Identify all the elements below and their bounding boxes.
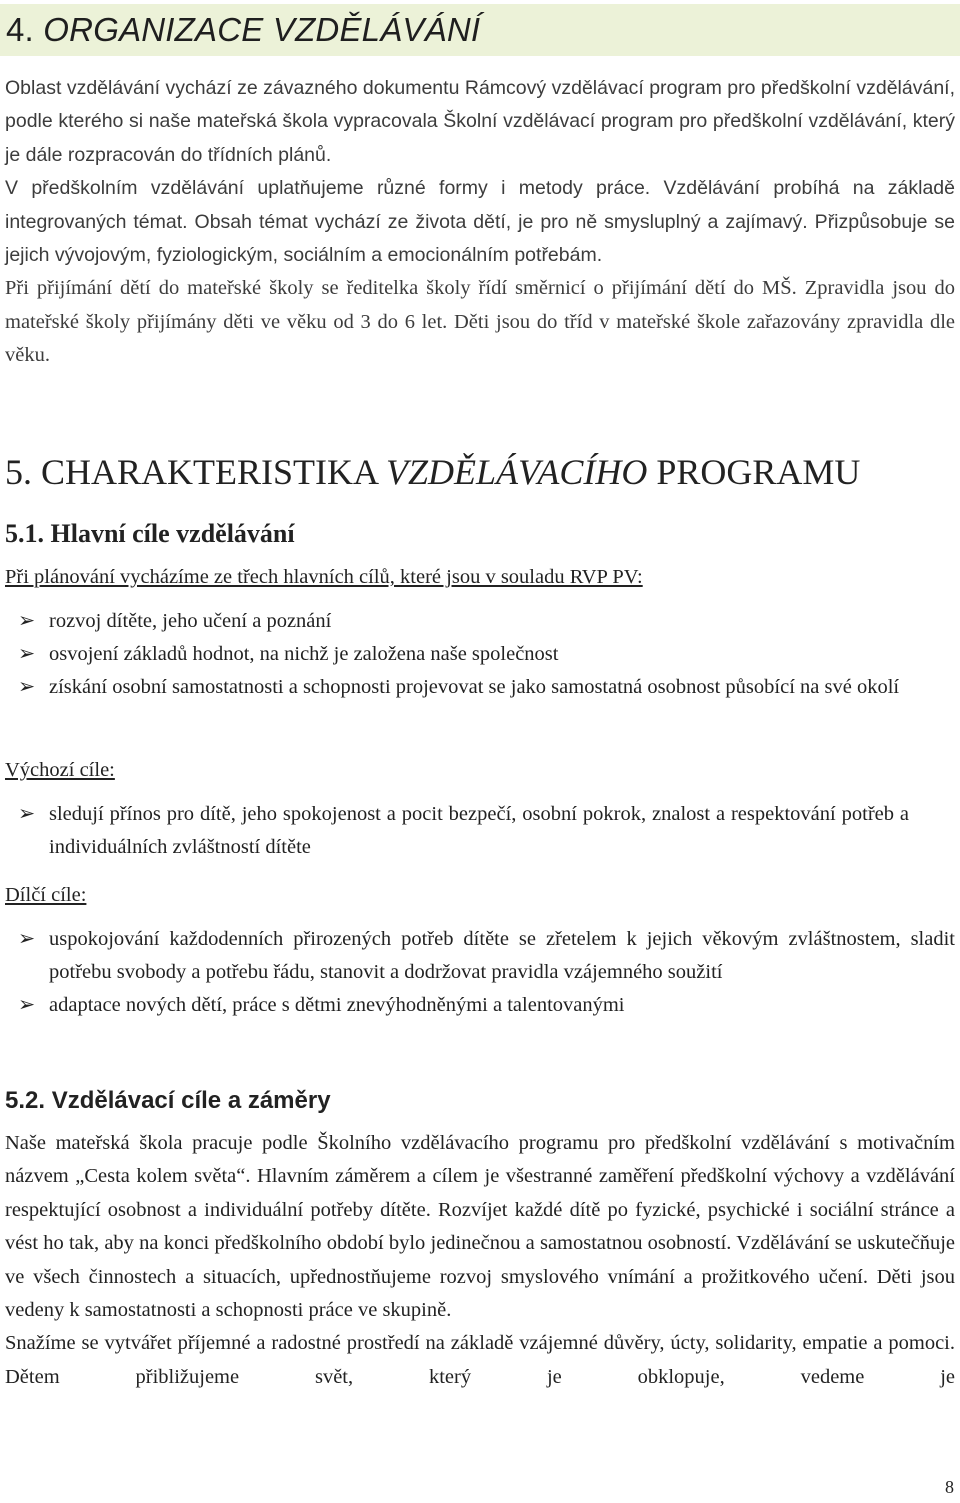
chapter-5-title-part2: VZDĚLÁVACÍHO (386, 452, 648, 492)
partial-goals-label: Dílčí cíle: (5, 884, 87, 906)
initial-goals-label: Výchozí cíle: (5, 759, 115, 781)
chapter-4-number: 4. (6, 11, 34, 48)
chapter-5-number: 5. (5, 452, 32, 492)
list-item: ➢ uspokojování každodenních přirozených potřeb dítěte se zřetelem k jejich věkovým zvláštnostem, sladit potřebu svobody a potřebu řádu, stanovit a dodržovat pravidla vzájemného soužití (5, 923, 955, 989)
page-number: 8 (945, 1477, 954, 1497)
section-5-1-heading (5, 516, 295, 552)
arrow-bullet-icon: ➢ (18, 610, 36, 632)
admission-paragraph: Při přijímání dětí do mateřské školy se ředitelka školy řídí směrnicí o přijímání dětí do MŠ. Zpravidla jsou do mateřské školy přijímány děti ve věku od 3 do 6 let. Děti jsou do tříd v mateřské škole zařazovány zpravidla dle věku. (5, 277, 955, 367)
section-5-2-body (5, 1127, 955, 1394)
list-item: ➢ adaptace nových dětí, práce s dětmi znevýhodněnými a talentovanými (5, 989, 955, 1022)
chapter-5-heading (5, 448, 860, 496)
main-goals-list (5, 605, 955, 704)
section-5-2-number: 5.2. (5, 1087, 46, 1114)
partial-goals-list (5, 923, 955, 1022)
section-5-1-title: Hlavní cíle vzdělávání (50, 519, 295, 548)
list-item: ➢ sledují přínos pro dítě, jeho spokojenost a pocit bezpečí, osobní pokrok, znalost a respektování potřeb a individuálních zvláštností dítěte (5, 798, 909, 864)
list-item: ➢ osvojení základů hodnot, na nichž je založena naše společnost (5, 638, 955, 671)
arrow-bullet-icon: ➢ (18, 928, 36, 950)
chapter-4-body (5, 72, 955, 373)
section-5-2-title: Vzdělávací cíle a záměry (51, 1087, 331, 1114)
chapter-5-title-part3: PROGRAMU (656, 452, 861, 492)
section-5-1-number: 5.1. (5, 519, 44, 548)
section-5-2-paragraph-1: Naše mateřská škola pracuje podle Školního vzdělávacího programu pro předškolní vzdělávání s motivačním názvem „Cesta kolem světa“. Hlavním záměrem a cílem je všestranné zaměření předškolní výchovy a vzdělávání respektující osobnost a individuální potřeby dítěte. Rozvíjet každé dítě po fyzické, psychické i sociální stránce a vést ho tak, aby na konci předškolního období bylo jedinečnou a samostatnou osobností. Vzdělávání se uskutečňuje ve všech činnostech a situacích, upřednostňujeme rozvoj smyslového vnímání a prožitkového učení. Děti jsou vedeny k samostatnosti a schopnosti práce ve skupině. (5, 1132, 955, 1322)
goals-intro: Při plánování vycházíme ze třech hlavních cílů, které jsou v souladu RVP PV: (5, 566, 643, 588)
arrow-bullet-icon: ➢ (18, 994, 36, 1016)
chapter-5-title-part1: CHARAKTERISTIKA (41, 452, 378, 492)
intro-paragraph-1: Oblast vzdělávání vychází ze závazného dokumentu Rámcový vzdělávací program pro předškolní vzdělávání, podle kterého si naše mateřská škola vypracovala Školní vzdělávací program pro předškolní vzdělávání, který je dále rozpracován do třídních plánů. (5, 77, 955, 166)
arrow-bullet-icon: ➢ (18, 643, 36, 665)
initial-goals-list (5, 798, 955, 864)
arrow-bullet-icon: ➢ (18, 676, 36, 698)
chapter-4-title: ORGANIZACE VZDĚLÁVÁNÍ (43, 11, 481, 48)
intro-paragraph-2: V předškolním vzdělávání uplatňujeme různé formy i metody práce. Vzdělávání probíhá na základě integrovaných témat. Obsah témat vychází ze života dětí, je pro ně smysluplný a zajímavý. Přizpůsobuje se jejich vývojovým, fyziologickým, sociálním a emocionálním potřebám. (5, 177, 955, 267)
arrow-bullet-icon: ➢ (18, 803, 36, 825)
section-5-2-heading (5, 1083, 331, 1119)
list-item: ➢ rozvoj dítěte, jeho učení a poznání (5, 605, 955, 638)
chapter-4-heading (6, 6, 480, 54)
section-5-2-paragraph-2: Snažíme se vytvářet příjemné a radostné prostředí na základě vzájemné důvěry, úcty, solidarity, empatie a pomoci. Dětem přibližujeme svět, který je obklopuje, vedeme je (5, 1332, 955, 1388)
list-item: ➢ získání osobní samostatnosti a schopnosti projevovat se jako samostatná osobnost působící na své okolí (5, 671, 955, 704)
